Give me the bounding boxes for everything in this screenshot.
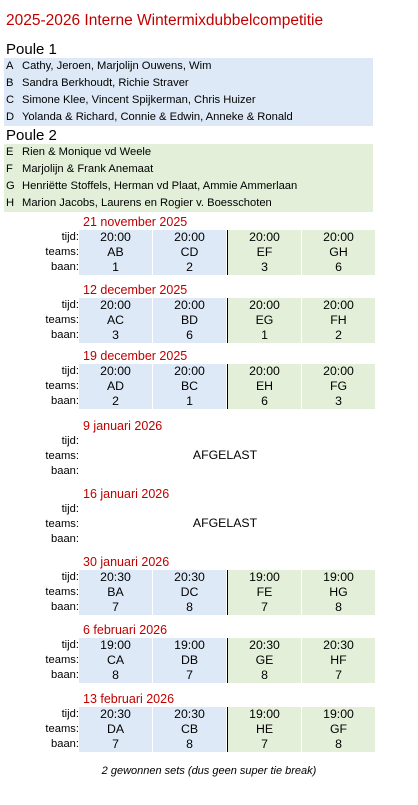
match-cell: DC — [153, 585, 226, 600]
court-label: baan: — [51, 738, 79, 750]
teams-label: teams: — [45, 314, 79, 326]
poule-1-heading: Poule 1 — [6, 41, 57, 58]
team-letter: D — [6, 111, 15, 123]
time-label: tijd: — [61, 299, 79, 311]
match-cell: HE — [228, 722, 301, 737]
court-label: baan: — [51, 601, 79, 613]
match-cell: EF — [228, 245, 301, 260]
match-cell: HG — [302, 585, 375, 600]
time-cell: 20:00 — [228, 364, 301, 379]
round-date: 16 januari 2026 — [83, 487, 170, 501]
court-cell: 2 — [153, 260, 226, 275]
round-date: 9 januari 2026 — [83, 419, 163, 433]
team-names: Rien & Monique vd Weele — [22, 146, 152, 158]
round-date: 13 februari 2026 — [83, 692, 175, 706]
court-label: baan: — [51, 329, 79, 341]
match-cell: GE — [228, 653, 301, 668]
poule-divider — [227, 570, 228, 615]
time-cell: 20:00 — [153, 298, 226, 313]
court-cell: 7 — [302, 668, 375, 683]
team-letter: C — [6, 94, 15, 106]
match-cell: FH — [302, 313, 375, 328]
match-cell: BA — [79, 585, 152, 600]
team-names: Sandra Berkhoudt, Richie Straver — [22, 77, 189, 89]
court-label: baan: — [51, 395, 79, 407]
team-row-e — [4, 144, 373, 161]
team-letter: G — [6, 180, 15, 192]
match-cell: HF — [302, 653, 375, 668]
footer-note: 2 gewonnen sets (dus geen super tie break) — [101, 765, 317, 777]
match-cell: FG — [302, 379, 375, 394]
team-names: Marion Jacobs, Laurens en Rogier v. Boesschoten — [22, 197, 272, 209]
time-cell: 20:00 — [79, 298, 152, 313]
team-row-g — [4, 178, 373, 195]
time-cell: 19:00 — [79, 638, 152, 653]
court-cell: 6 — [302, 260, 375, 275]
court-cell: 7 — [153, 668, 226, 683]
time-cell: 20:00 — [79, 230, 152, 245]
court-cell: 8 — [153, 737, 226, 752]
court-cell: 8 — [228, 668, 301, 683]
match-cell: EG — [228, 313, 301, 328]
court-cell: 8 — [302, 737, 375, 752]
time-cell: 20:00 — [228, 298, 301, 313]
time-cell: 20:00 — [153, 364, 226, 379]
match-cell: FE — [228, 585, 301, 600]
poule-2-heading: Poule 2 — [6, 127, 57, 144]
match-cell: BC — [153, 379, 226, 394]
page-title: 2025-2026 Interne Wintermixdubbelcompetitie — [6, 12, 324, 29]
team-row-a — [4, 58, 373, 75]
time-label: tijd: — [61, 571, 79, 583]
team-names: Simone Klee, Vincent Spijkerman, Chris Huizer — [22, 94, 256, 106]
team-letter: E — [6, 146, 14, 158]
match-cell: BD — [153, 313, 226, 328]
match-cell: DB — [153, 653, 226, 668]
round-date: 12 december 2025 — [83, 283, 188, 297]
match-cell: AD — [79, 379, 152, 394]
teams-label: teams: — [45, 450, 79, 462]
match-cell: GF — [302, 722, 375, 737]
court-cell: 8 — [153, 600, 226, 615]
team-names: Marjolijn & Frank Anemaat — [22, 163, 154, 175]
court-cell: 2 — [79, 394, 152, 409]
court-cell: 6 — [153, 328, 226, 343]
poule-divider — [227, 298, 228, 343]
team-letter: F — [6, 163, 13, 175]
teams-label: teams: — [45, 380, 79, 392]
time-cell: 19:00 — [228, 570, 301, 585]
round-date: 6 februari 2026 — [83, 623, 168, 637]
time-label: tijd: — [61, 639, 79, 651]
team-names: Henriëtte Stoffels, Herman vd Plaat, Ammie Ammerlaan — [22, 180, 298, 192]
time-cell: 19:00 — [302, 707, 375, 722]
time-cell: 20:30 — [228, 638, 301, 653]
court-label: baan: — [51, 261, 79, 273]
court-label: baan: — [51, 465, 79, 477]
time-cell: 20:00 — [228, 230, 301, 245]
match-cell: CA — [79, 653, 152, 668]
match-cell: DA — [79, 722, 152, 737]
teams-label: teams: — [45, 586, 79, 598]
court-cell: 7 — [228, 737, 301, 752]
court-cell: 3 — [79, 328, 152, 343]
court-cell: 2 — [302, 328, 375, 343]
court-cell: 3 — [302, 394, 375, 409]
match-cell: GH — [302, 245, 375, 260]
time-label: tijd: — [61, 435, 79, 447]
time-label: tijd: — [61, 503, 79, 515]
team-names: Yolanda & Richard, Connie & Edwin, Anneke & Ronald — [22, 111, 293, 123]
court-cell: 8 — [79, 668, 152, 683]
team-row-d — [4, 109, 373, 126]
teams-label: teams: — [45, 654, 79, 666]
time-cell: 20:00 — [302, 298, 375, 313]
team-row-h — [4, 195, 373, 212]
match-cell: AC — [79, 313, 152, 328]
team-row-c — [4, 92, 373, 109]
time-cell: 20:00 — [153, 230, 226, 245]
time-cell: 20:30 — [79, 707, 152, 722]
match-cell: AB — [79, 245, 152, 260]
match-cell: EH — [228, 379, 301, 394]
poule-divider — [227, 364, 228, 409]
match-cell: CB — [153, 722, 226, 737]
court-cell: 1 — [79, 260, 152, 275]
court-cell: 7 — [79, 600, 152, 615]
poule-divider — [227, 230, 228, 275]
team-row-f — [4, 161, 373, 178]
poule-divider — [227, 638, 228, 683]
court-cell: 7 — [228, 600, 301, 615]
time-cell: 20:30 — [153, 570, 226, 585]
time-label: tijd: — [61, 708, 79, 720]
time-cell: 20:30 — [79, 570, 152, 585]
time-cell: 19:00 — [302, 570, 375, 585]
court-cell: 6 — [228, 394, 301, 409]
court-cell: 8 — [302, 600, 375, 615]
round-date: 19 december 2025 — [83, 349, 188, 363]
teams-label: teams: — [45, 246, 79, 258]
poule-divider — [227, 707, 228, 752]
court-label: baan: — [51, 533, 79, 545]
time-cell: 20:00 — [302, 364, 375, 379]
match-cell: CD — [153, 245, 226, 260]
time-cell: 20:00 — [302, 230, 375, 245]
team-row-b — [4, 75, 373, 92]
court-cell: 1 — [228, 328, 301, 343]
court-cell: 7 — [79, 737, 152, 752]
court-cell: 3 — [228, 260, 301, 275]
time-cell: 19:00 — [153, 638, 226, 653]
time-cell: 20:00 — [79, 364, 152, 379]
court-cell: 1 — [153, 394, 226, 409]
time-label: tijd: — [61, 365, 79, 377]
round-date: 21 november 2025 — [83, 215, 188, 229]
round-date: 30 januari 2026 — [83, 555, 170, 569]
time-cell: 20:30 — [153, 707, 226, 722]
team-names: Cathy, Jeroen, Marjolijn Ouwens, Wim — [22, 60, 212, 72]
time-cell: 19:00 — [228, 707, 301, 722]
team-letter: H — [6, 197, 15, 209]
cancelled-label: AFGELAST — [192, 516, 258, 530]
time-label: tijd: — [61, 231, 79, 243]
team-letter: A — [6, 60, 14, 72]
court-label: baan: — [51, 669, 79, 681]
cancelled-label: AFGELAST — [192, 448, 258, 462]
team-letter: B — [6, 77, 14, 89]
teams-label: teams: — [45, 518, 79, 530]
teams-label: teams: — [45, 723, 79, 735]
time-cell: 20:30 — [302, 638, 375, 653]
